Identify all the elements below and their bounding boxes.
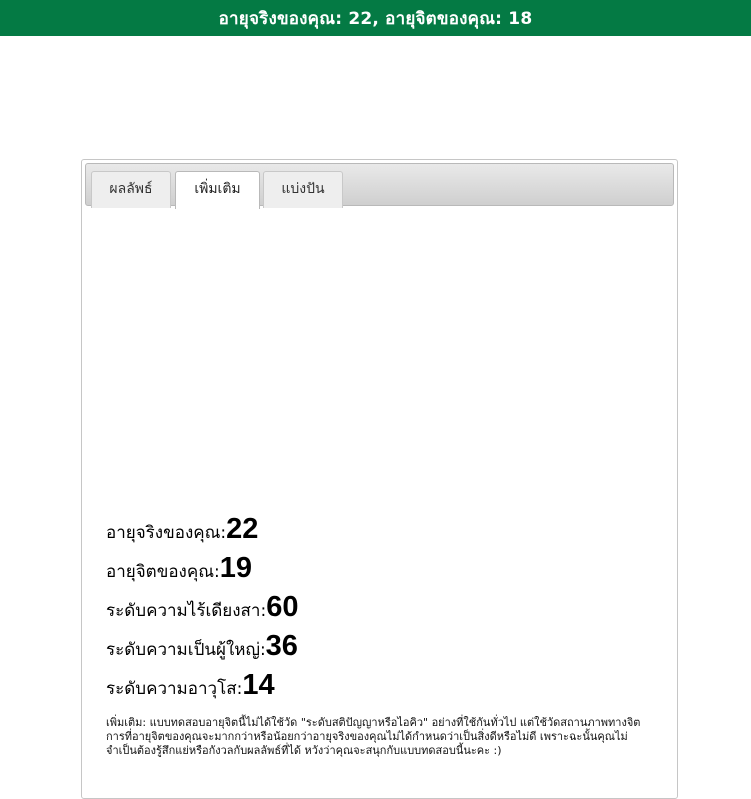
tab-more[interactable]: เพิ่มเติม — [175, 171, 260, 209]
stat-real-age — [106, 510, 298, 549]
stats-list — [106, 510, 298, 705]
stat-value: 60 — [266, 591, 299, 623]
stat-mental-age — [106, 549, 298, 588]
result-banner: อายุจริงของคุณ: 22, อายุจิตของคุณ: 18 — [0, 0, 751, 36]
stat-maturity — [106, 627, 298, 666]
stat-value: 19 — [219, 552, 252, 584]
results-panel — [81, 159, 678, 799]
stat-label: ระดับความเป็นผู้ใหญ่: — [106, 640, 266, 660]
stat-value: 22 — [226, 513, 259, 545]
stat-label: อายุจิตของคุณ: — [106, 562, 220, 582]
stat-label: ระดับความอาวุโส: — [106, 679, 243, 699]
stat-seniority — [106, 666, 298, 705]
tab-share[interactable]: แบ่งปัน — [263, 171, 343, 208]
stat-value: 36 — [265, 630, 298, 662]
stat-innocence — [106, 588, 298, 627]
disclaimer-note: เพิ่มเติม: แบบทดสอบอายุจิตนี้ไม่ได้ใช้วัด "ระดับสติปัญญาหรือไอคิว" อย่างที่ใช้กันทั่วไป แต่ใช้วัดสถานภาพทางจิต การที่อายุจิตของคุณจะมากกว่าหรือน้อยกว่าอายุจริงของคุณไม่ได้กำหนดว่าเป็นสิ่งดีหรือไม่ดี เพราะฉะนั้นคุณไม่จำเป็นต้องรู้สึกแย่หรือกังวลกับผลลัพธ์ที่ได้ หวังว่าคุณจะสนุกกับแบบทดสอบนี้นะคะ :) — [106, 716, 641, 757]
tab-bar — [85, 163, 674, 206]
stat-value: 14 — [242, 669, 275, 701]
stat-label: ระดับความไร้เดียงสา: — [106, 601, 267, 621]
stat-label: อายุจริงของคุณ: — [106, 523, 227, 543]
tab-results[interactable]: ผลลัพธ์ — [91, 171, 171, 208]
